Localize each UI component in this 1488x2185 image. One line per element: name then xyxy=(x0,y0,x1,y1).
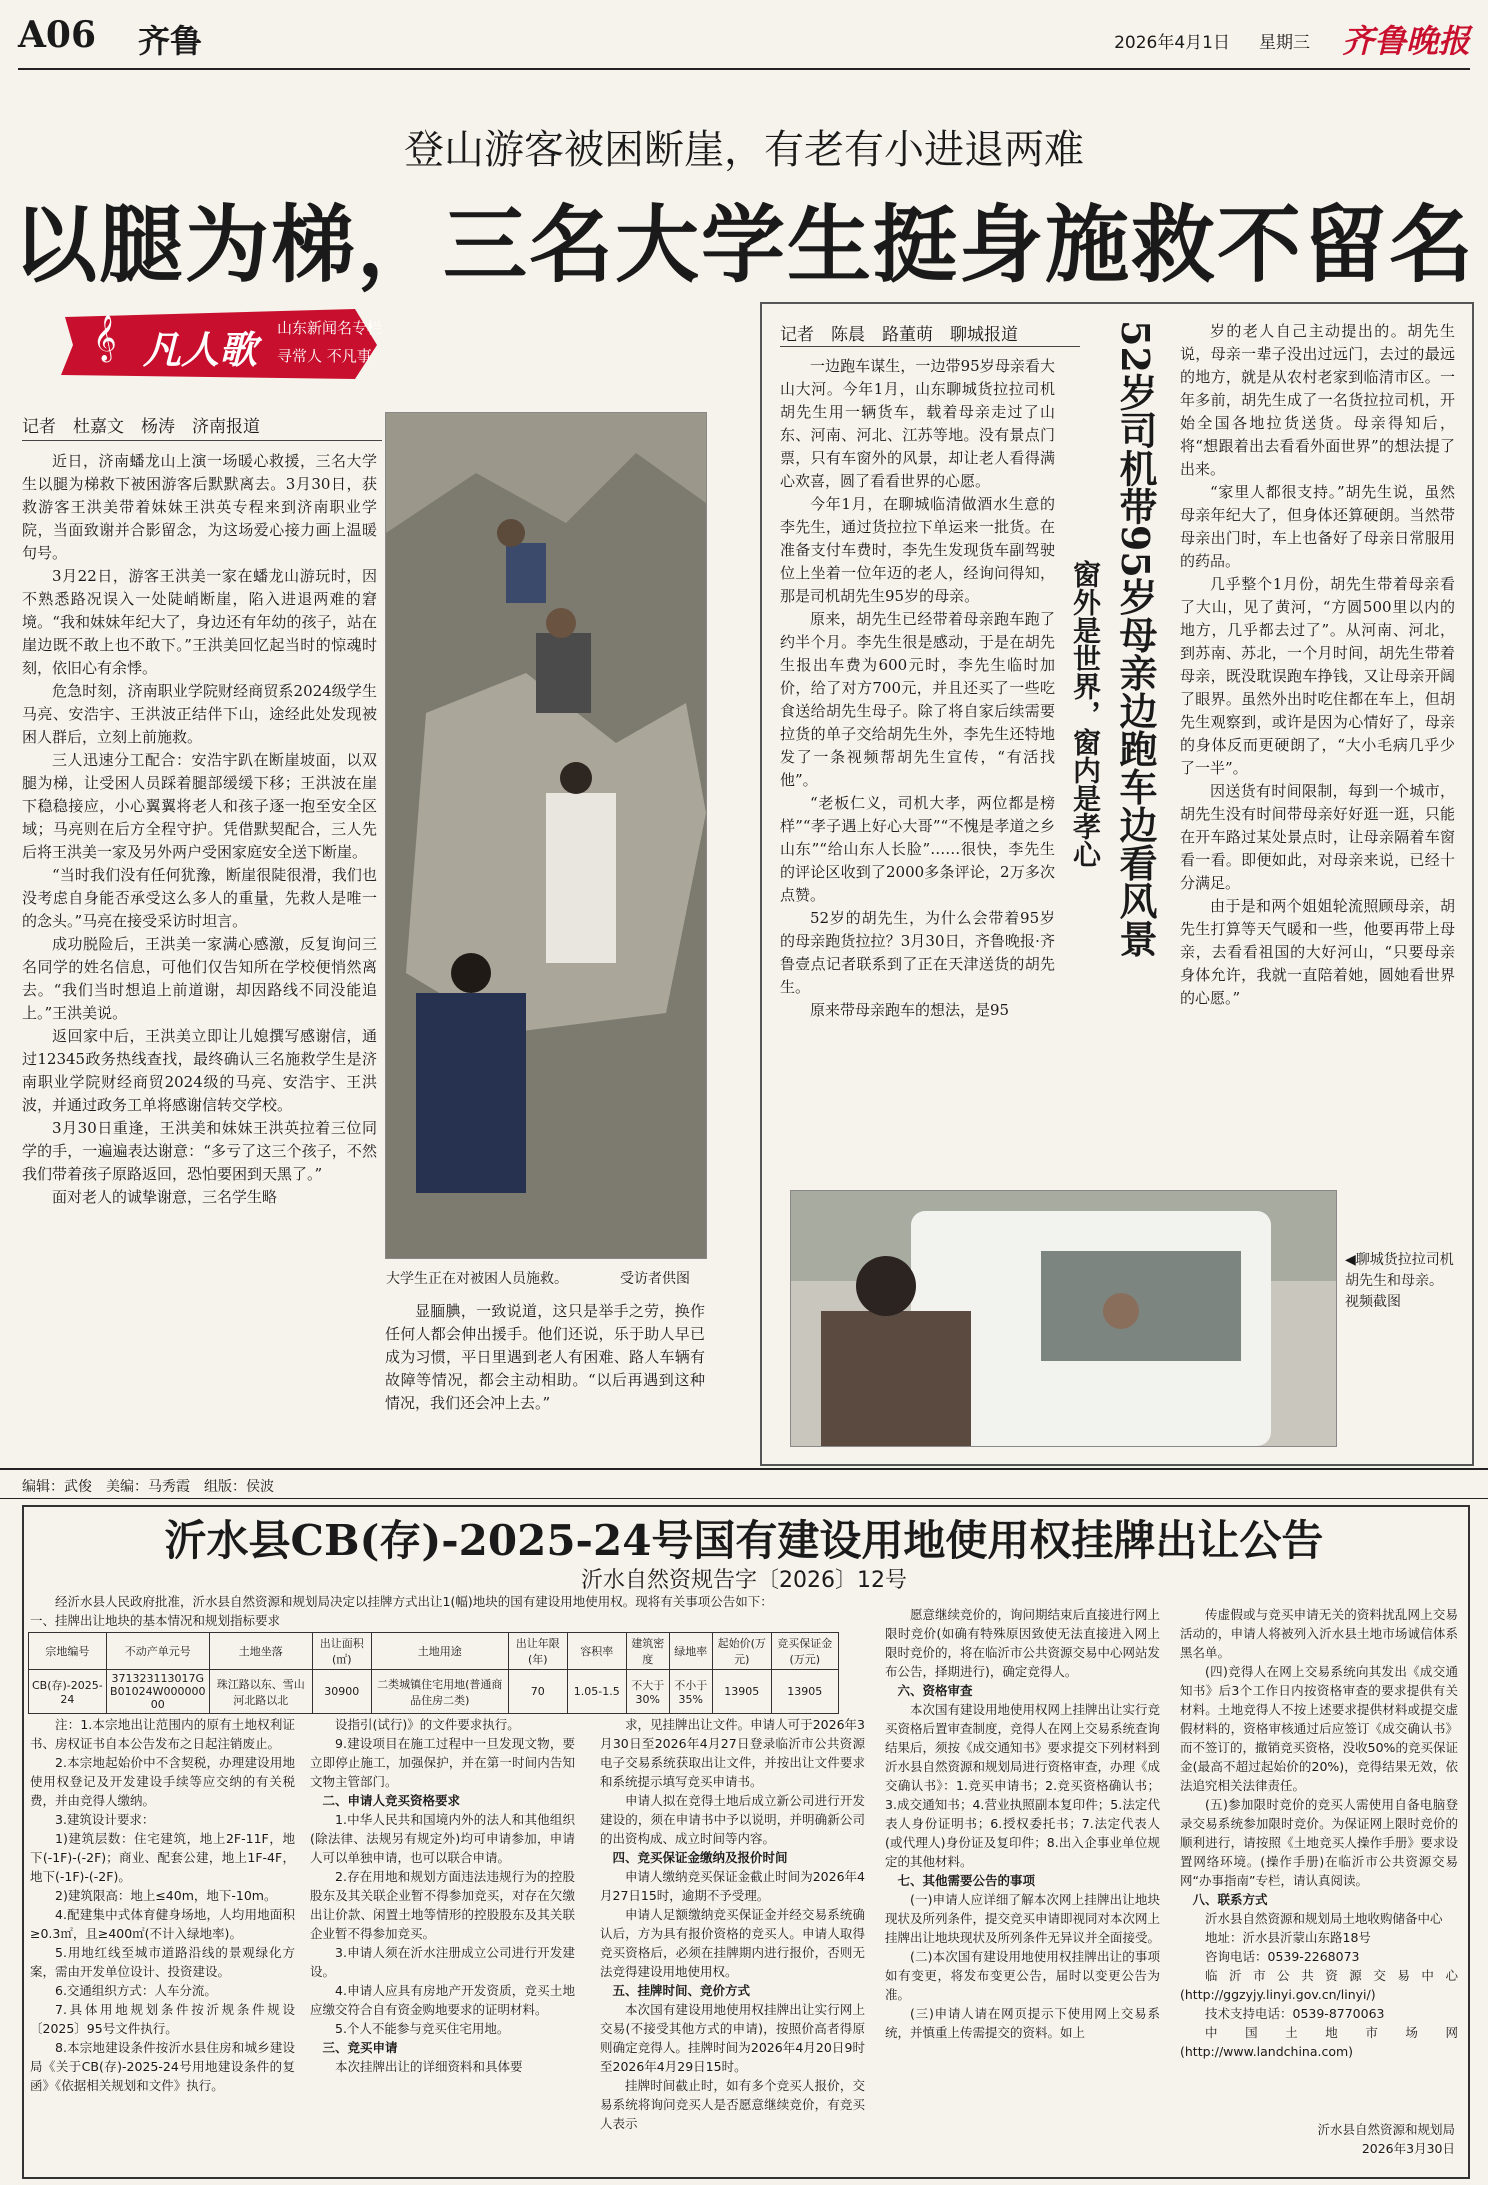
article2-subtitle: 窗外是世界，窗内是孝心 xyxy=(1069,560,1102,868)
table-header: 绿地率 xyxy=(669,1633,712,1670)
paragraph: 因送货有时间限制，每到一个城市，胡先生没有时间带母亲好好逛一逛，只能在开车路过某处景点时，让母亲隔着车窗看一看。即便如此，对母亲来说，已经十分满足。 xyxy=(1180,782,1455,892)
paragraph: 本次国有建设用地使用权网上挂牌出让实行竞买资格后置审查制度，竞得人在网上交易系统查询结果后，须按《成交通知书》要求提交下列材料到沂水县自然资源和规划局进行资格审查，办理《成交确认书》：1.竞买申请书；2.竞买资格确认书；3.成交通知书；4.营业执照副本复印件；5.法定代表人身份证明书；6.授权委托书；7.法定代表人(或代理人)身份证及复印件；8.出入企事业单位规定的其他材料。 xyxy=(885,1702,1160,1869)
paragraph: 设指引(试行)》的文件要求执行。 xyxy=(335,1717,520,1732)
table-header-row xyxy=(29,1633,839,1670)
section-heading: 七、其他需要公告的事项 xyxy=(897,1873,1036,1888)
section-heading: 八、联系方式 xyxy=(1192,1892,1268,1907)
plot-table-wrap xyxy=(28,1632,839,1714)
paragraph: 2.本宗地起始价中不含契税，办理建设用地使用权登记及开发建设手续等应交纳的有关税费，并由竞得人缴纳。 xyxy=(30,1755,295,1808)
paragraph: 面对老人的诚挚谢意，三名学生略 xyxy=(52,1188,278,1206)
table-header: 建筑密度 xyxy=(626,1633,669,1670)
article2-column1 xyxy=(780,355,1055,1175)
page-number: A06 xyxy=(18,14,97,56)
paper-logo: 齐鲁晚报 xyxy=(1341,22,1470,60)
paragraph: 6.交通组织方式：人车分流。 xyxy=(55,1983,217,1998)
paragraph: (五)参加限时竞价的竞买人需使用自备电脑登录交易系统参加限时竞价。为保证网上限时竞价的顺利进行，请按照《土地竞买人操作手册》要求设置网络环境。(操作手册)在临沂市公共资源交易网“办事指南”专栏，请认真阅读。 xyxy=(1180,1797,1458,1888)
article2-byline: 记者 陈晨 路董萌 聊城报道 xyxy=(780,325,1018,345)
paragraph: 7.具体用地规划条件按沂规条件规设〔2025〕95号文件执行。 xyxy=(30,2002,295,2036)
table-cell: 70 xyxy=(508,1670,567,1714)
paragraph: 地址：沂水县沂蒙山东路18号 xyxy=(1205,1930,1371,1945)
paragraph: 4.配建集中式体育健身场地，人均用地面积≥0.3㎡，且≥400㎡(不计入绿地率)。 xyxy=(30,1907,295,1941)
table-header: 出让年限(年) xyxy=(508,1633,567,1670)
notice-signer: 沂水县自然资源和规划局 xyxy=(1317,2122,1455,2137)
paragraph: 一边跑车谋生，一边带95岁母亲看大山大河。今年1月，山东聊城货拉拉司机胡先生用一辆货车，载着母亲走过了山东、河南、河北、江苏等地。没有景点门票，只有车窗外的风景，却让老人看得满心欢喜，圆了看看世界的心愿。 xyxy=(780,357,1055,490)
page-header xyxy=(18,10,1470,70)
table-cell: CB(存)-2025-24 xyxy=(29,1670,107,1714)
article2-title: 52岁司机带95岁母亲边跑车边看风景 xyxy=(1113,320,1158,958)
notice-title: 沂水县CB(存)-2025-24号国有建设用地使用权挂牌出让公告 xyxy=(164,1516,1324,1565)
paragraph: 沂水县自然资源和规划局土地收购储备中心 xyxy=(1205,1911,1443,1926)
notice-sign-date: 2026年3月30日 xyxy=(1361,2141,1455,2156)
table-cell: 13905 xyxy=(771,1670,838,1714)
paragraph: 3.申请人须在沂水注册成立公司进行开发建设。 xyxy=(310,1945,575,1979)
column-banner xyxy=(55,305,385,385)
table-cell: 二类城镇住宅用地(普通商品住房二类) xyxy=(371,1670,508,1714)
editors: 编辑：武俊 美编：马秀霞 组版：侯波 xyxy=(22,1479,274,1495)
paragraph: 挂牌时间截止时，如有多个竞买人报价，交易系统将询问竞买人是否愿意继续竞价，有竞买人表示 xyxy=(600,2078,865,2131)
notice-intro-wrap xyxy=(30,1592,870,1630)
paragraph: 3月22日，游客王洪美一家在蟠龙山游玩时，因不熟悉路况误入一处陡峭断崖，陷入进退两难的窘境。“我和妹妹年纪大了，身边还有年幼的孩子，站在崖边既不敢上也不敢下。”王洪美回忆起当时的惊魂时刻，依旧心有余悸。 xyxy=(22,567,377,677)
table-cell: 不小于35% xyxy=(669,1670,712,1714)
notice-subtitle: 沂水自然资规告字〔2026〕12号 xyxy=(581,1568,907,1593)
paragraph: 3月30日重逢，王洪美和妹妹王洪英拉着三位同学的手，一遍遍表达谢意：“多亏了这三个孩子，不然我们带着孩子原路返回，恐怕要困到天黑了。” xyxy=(22,1119,377,1183)
article2-column2 xyxy=(1180,320,1455,1180)
paragraph: 注：1.本宗地出让范围内的原有土地权利证书、房权证书自本公告发布之日起注销废止。 xyxy=(30,1717,295,1751)
table-header: 不动产单元号 xyxy=(106,1633,209,1670)
notice-signature xyxy=(1180,2120,1455,2158)
section-name: 齐鲁 xyxy=(138,22,203,60)
divider xyxy=(22,440,382,441)
paragraph: 4.申请人应具有房地产开发资质，竞买土地应缴交符合自有资金购地要求的证明材料。 xyxy=(310,1983,575,2017)
paragraph: 本次挂牌出让的详细资料和具体要 xyxy=(335,2059,523,2074)
paragraph: 1)建筑层数：住宅建筑，地上2F-11F，地下(-1F)-(-2F)；商业、配套公建，地上1F-4F，地下(-1F)-(-2F)。 xyxy=(30,1831,295,1884)
issue-date: 2026年4月1日 xyxy=(1114,33,1230,53)
section-heading: 二、申请人竞买资格要求 xyxy=(322,1793,461,1808)
table-header: 宗地编号 xyxy=(29,1633,107,1670)
paragraph: (二)本次国有建设用地使用权挂牌出让的事项如有变更，将发布变更公告，届时以变更公告为准。 xyxy=(885,1949,1160,2002)
paragraph: 求，见挂牌出让文件。申请人可于2026年3月30日至2026年4月27日登录临沂市公共资源电子交易系统获取出让文件，并按出让文件要求和系统提示填写竞买申请书。 xyxy=(600,1717,865,1789)
divider xyxy=(0,1468,1488,1470)
table-cell: 13905 xyxy=(712,1670,771,1714)
notice-section1: 一、挂牌出让地块的基本情况和规划指标要求 xyxy=(30,1613,281,1628)
article1-title: 以腿为梯，三名大学生挺身施救不留名 xyxy=(12,195,1475,294)
column-tag2: 寻常人 不凡事 xyxy=(277,347,372,365)
column-tag1: 山东新闻名专栏 xyxy=(277,319,383,337)
paragraph: 8.本宗地建设条件按沂水县住房和城乡建设局《关于CB(存)-2025-24号用地建设条件的复函》《依据相关规划和文件》执行。 xyxy=(30,2040,295,2093)
paragraph: 临沂市公共资源交易中心(http://ggzyjy.linyi.gov.cn/linyi/) xyxy=(1180,1968,1458,2002)
paragraph: 申请人拟在竞得土地后成立新公司进行开发建设的，须在申请书中予以说明，并明确新公司的出资构成、成立时间等内容。 xyxy=(600,1793,865,1846)
paragraph: (四)竞得人在网上交易系统向其发出《成交通知书》后3个工作日内按资格审查的要求提供有关材料。土地竞得人不按上述要求提供材料或提交虚假材料的，资格审核通过后应签订《成交确认书》而不签订的，撤销竞买资格，没收50%的竞买保证金(最高不超过起始价的20%)，竞得结果无效，依法追究相关法律责任。 xyxy=(1180,1664,1458,1793)
truck-photo xyxy=(790,1190,1337,1447)
weekday: 星期三 xyxy=(1259,33,1310,53)
paragraph: 返回家中后，王洪美立即让儿媳撰写感谢信，通过12345政务热线查找，最终确认三名施救学生是济南职业学院财经商贸2024级的马亮、安浩宇、王洪波，并通过政务工单将感谢信转交学校。 xyxy=(22,1027,377,1114)
paragraph: 5.用地红线至城市道路沿线的景观绿化方案，需由开发单位设计、投资建设。 xyxy=(30,1945,295,1979)
rescue-photo-credit: 受访者供图 xyxy=(620,1271,690,1287)
notice-intro: 经沂水县人民政府批准，沂水县自然资源和规划局决定以挂牌方式出让1(幅)地块的国有建设用地使用权。现将有关事项公告如下： xyxy=(55,1594,773,1609)
paragraph: 本次国有建设用地使用权挂牌出让实行网上交易(不接受其他方式的申请)，按照价高者得原则确定竞得人。挂牌时间为2026年4月20日9时至2026年4月29日15时。 xyxy=(600,2002,865,2074)
paragraph: 申请人缴纳竞买保证金截止时间为2026年4月27日15时，逾期不予受理。 xyxy=(600,1869,865,1903)
music-note-icon: 𝄞 xyxy=(93,315,117,361)
paragraph: 咨询电话：0539-2268073 xyxy=(1205,1949,1360,1964)
paragraph: 技术支持电话：0539-8770063 xyxy=(1205,2006,1385,2021)
paragraph: 近日，济南蟠龙山上演一场暖心救援，三名大学生以腿为梯救下被困游客后默默离去。3月30日，获救游客王洪美带着妹妹王洪英专程来到济南职业学院，当面致谢并合影留念，为这场爱心接力画上温暖句号。 xyxy=(22,452,377,562)
rescue-photo-caption: 大学生正在对被困人员施救。 xyxy=(386,1271,568,1287)
table-row xyxy=(29,1670,839,1714)
paragraph: 今年1月，在聊城临清做酒水生意的李先生，通过货拉拉下单运来一批货。在准备支付车费时，李先生发现货车副驾驶位上坐着一位年迈的老人，经询问得知，那是司机胡先生95岁的母亲。 xyxy=(780,495,1055,605)
paragraph: 2)建筑限高：地上≤40m，地下-10m。 xyxy=(55,1888,277,1903)
paragraph: “当时我们没有任何犹豫，断崖很陡很滑，我们也没考虑自身能否承受这么多人的重量，先救人是唯一的念头。”马亮在接受采访时坦言。 xyxy=(22,866,377,930)
paragraph: 由于是和两个姐姐轮流照顾母亲，胡先生打算等天气暖和一些，他要再带上母亲，去看看祖国的大好河山，“只要母亲身体允许，我就一直陪着她，圆她看世界的心愿。” xyxy=(1180,897,1455,1007)
paragraph: (三)申请人请在网页提示下使用网上交易系统，并慎重上传需提交的资料。如上 xyxy=(885,2006,1160,2040)
paragraph: 原来，胡先生已经带着母亲跑车跑了约半个月。李先生很是感动，于是在胡先生报出车费为600元时，李先生临时加价，给了对方700元，并且还买了一些吃食送给胡先生母子。除了将自家后续需要拉货的单子交给胡先生外，李先生还特地发了一条视频帮胡先生宣传，“有活找他”。 xyxy=(780,610,1055,789)
table-cell: 30900 xyxy=(312,1670,371,1714)
divider xyxy=(0,1498,1488,1499)
article1-byline: 记者 杜嘉文 杨涛 济南报道 xyxy=(22,417,260,437)
paragraph: (一)申请人应详细了解本次网上挂牌出让地块现状及所列条件，提交竞买申请即视同对本次网上挂牌出让地块现状及所列条件无异议并全面接受。 xyxy=(885,1892,1160,1945)
truck-photo-caption-wrap xyxy=(1345,1250,1460,1313)
table-header: 竞买保证金(万元) xyxy=(771,1633,838,1670)
truck-photo-credit: 视频截图 xyxy=(1345,1294,1401,1310)
paragraph: 52岁的胡先生，为什么会带着95岁的母亲跑货拉拉？3月30日，齐鲁晚报·齐鲁壹点记者联系到了正在天津送货的胡先生。 xyxy=(780,909,1055,996)
divider xyxy=(780,346,1080,347)
table-cell: 不大于30% xyxy=(626,1670,669,1714)
table-header: 土地用途 xyxy=(371,1633,508,1670)
paragraph: 愿意继续竞价的，询问期结束后直接进行网上限时竞价(如确有特殊原因致使无法直接进入网上限时竞价的，将在临沂市公共资源交易中心网站发布公告，择期进行)，确定竞得人。 xyxy=(885,1607,1160,1679)
paragraph: 原来带母亲跑车的想法，是95 xyxy=(810,1001,1010,1019)
paragraph: “老板仁义，司机大孝，两位都是榜样”“孝子遇上好心大哥”“不愧是孝道之乡山东”“给山东人长脸”……很快，李先生的评论区收到了2000多条评论，2万多次点赞。 xyxy=(780,794,1055,904)
notice-column5 xyxy=(1180,1605,1458,2105)
table-cell: 1.05-1.5 xyxy=(567,1670,626,1714)
paragraph: 1.中华人民共和国境内外的法人和其他组织(除法律、法规另有规定外)均可申请参加，申请人可以单独申请，也可以联合申请。 xyxy=(310,1812,575,1865)
table-header: 起始价(万元) xyxy=(712,1633,771,1670)
truck-photo-art xyxy=(791,1191,1336,1446)
section-heading: 六、资格审查 xyxy=(897,1683,973,1698)
paragraph: 岁的老人自己主动提出的。胡先生说，母亲一辈子没出过远门，去过的最远的地方，就是从农村老家到临清市区。一年多前，胡先生成了一名货拉拉司机，开始全国各地拉货送货。母亲得知后，将“想跟着出去看看外面世界”的想法提了出来。 xyxy=(1180,322,1455,478)
table-cell: 371323113017GB01024W00000000 xyxy=(106,1670,209,1714)
section-heading: 五、挂牌时间、竞价方式 xyxy=(612,1983,751,1998)
table-header: 土地坐落 xyxy=(209,1633,312,1670)
paragraph: 申请人足额缴纳竞买保证金并经交易系统确认后，方为具有报价资格的竞买人。申请人取得竞买资格后，必须在挂牌期内进行报价，否则无法竞得建设用地使用权。 xyxy=(600,1907,865,1979)
notice-column2 xyxy=(310,1715,575,2170)
paragraph: 5.个人不能参与竞买住宅用地。 xyxy=(335,2021,510,2036)
paragraph: 几乎整个1月份，胡先生带着母亲看了大山，见了黄河，“方圆500里以内的地方，几乎都去过了”。从河南、河北，到苏南、苏北，一个月时间，胡先生带着母亲，既没耽误跑车挣钱，又让母亲开阔了眼界。虽然外出时吃住都在车上，但胡先生观察到，或许是因为心情好了，母亲的身体反而更硬朗了，“大小毛病几乎少了一半”。 xyxy=(1180,575,1455,777)
plot-table xyxy=(28,1632,839,1714)
table-header: 容积率 xyxy=(567,1633,626,1670)
section-heading: 三、竞买申请 xyxy=(322,2040,398,2055)
column-name: 凡人歌 xyxy=(143,327,258,372)
notice-column1 xyxy=(30,1715,295,2170)
article1-column2 xyxy=(385,1300,705,1450)
paragraph: 三人迅速分工配合：安浩宇趴在断崖坡面，以双腿为梯，让受困人员踩着腿部缓缓下移；王洪波在崖下稳稳接应，小心翼翼将老人和孩子逐一抱至安全区域；马亮则在后方全程守护。凭借默契配合，三人先后将王洪美一家及另外两户受困家庭安全送下断崖。 xyxy=(22,751,377,861)
truck-photo-caption: 聊城货拉拉司机胡先生和母亲。 xyxy=(1345,1252,1454,1289)
rescue-photo-art xyxy=(386,413,706,1258)
notice-column4 xyxy=(885,1605,1160,2170)
paragraph: 显腼腆，一致说道，这只是举手之劳，换作任何人都会伸出援手。他们还说，乐于助人早已成为习惯，平日里遇到老人有困难、路人车辆有故障等情况，都会主动相助。“以后再遇到这种情况，我们还会冲上去。” xyxy=(385,1302,705,1412)
paragraph: 危急时刻，济南职业学院财经商贸系2024级学生马亮、安浩宇、王洪波正结伴下山，途经此处发现被困人群后，立刻上前施救。 xyxy=(22,682,377,746)
paragraph: 3.建筑设计要求： xyxy=(55,1812,155,1827)
paragraph: 中国土地市场网(http://www.landchina.com) xyxy=(1180,2025,1458,2059)
table-cell: 珠江路以东、雪山河北路以北 xyxy=(209,1670,312,1714)
rescue-photo xyxy=(385,412,707,1259)
section-heading: 四、竞买保证金缴纳及报价时间 xyxy=(612,1850,788,1865)
table-header: 出让面积(㎡) xyxy=(312,1633,371,1670)
article1-subtitle: 登山游客被困断崖，有老有小进退两难 xyxy=(404,127,1084,173)
paragraph: 传虚假或与竞买申请无关的资料扰乱网上交易活动的，申请人将被列入沂水县土地市场诚信体系黑名单。 xyxy=(1180,1607,1458,1660)
paragraph: 9.建设项目在施工过程中一旦发现文物，要立即停止施工，加强保护，并在第一时间内告知文物主管部门。 xyxy=(310,1736,575,1789)
notice-column3 xyxy=(600,1715,865,2170)
paragraph: 2.存在用地和规划方面违法违规行为的控股股东及其关联企业暂不得参加竞买，对存在欠缴出让价款、闲置土地等情形的控股股东及其关联企业暂不得参加竞买。 xyxy=(310,1869,575,1941)
paragraph: 成功脱险后，王洪美一家满心感激，反复询问三名同学的姓名信息，可他们仅告知所在学校便悄然离去。“我们当时想追上前道谢，却因路线不同没能追上。”王洪美说。 xyxy=(22,935,377,1022)
paragraph: “家里人都很支持。”胡先生说，虽然母亲年纪大了，但身体还算硬朗。当然带母亲出门时，车上也备好了母亲日常服用的药品。 xyxy=(1180,483,1455,570)
triangle-icon: ◀ xyxy=(1345,1252,1356,1268)
